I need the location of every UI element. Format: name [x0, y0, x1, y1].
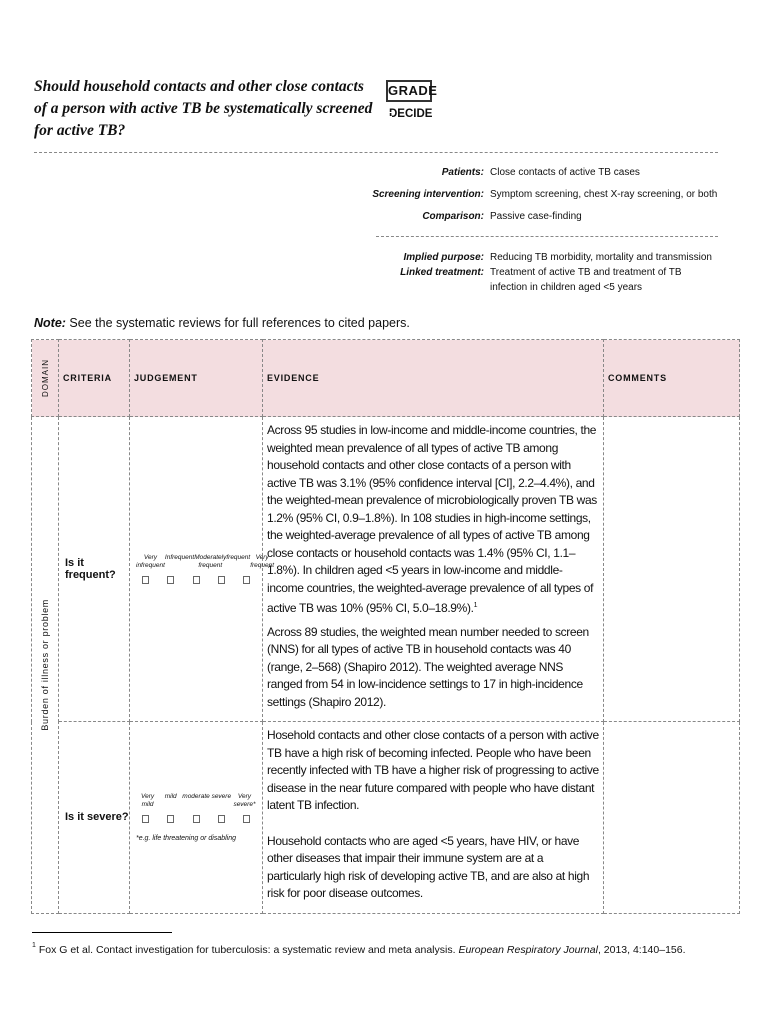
- meta-label-purpose: Implied purpose:: [403, 252, 484, 263]
- criterion-severe: Is it severe?: [59, 722, 130, 914]
- table-header-row: [32, 340, 740, 417]
- meta-label-treatment: Linked treatment:: [400, 267, 484, 278]
- judgement-severe: [130, 722, 263, 914]
- meta-value-purpose: Reducing TB morbidity, mortality and transmission: [490, 252, 712, 263]
- header-judgement: JUDGEMENT: [130, 340, 263, 417]
- judgement-options: [130, 554, 275, 570]
- option-label: Moderately frequent: [194, 554, 227, 569]
- evidence-paragraph: Household contacts who are aged <5 years, have HIV, or have other diseases that impair their immune system are at a particularly high risk of developing active TB, and are also at high risk for poor disease outcomes.: [267, 833, 590, 900]
- decide-logo: [386, 108, 432, 120]
- grade-logo-text: GRADE: [386, 80, 432, 102]
- note-text: See the systematic reviews for full references to cited papers.: [65, 316, 410, 330]
- option-label: mild: [164, 792, 177, 800]
- footnote-ref: 1: [473, 602, 478, 609]
- footnote-text: Fox G et al. Contact investigation for tuberculosis: a systematic review and meta analysis.: [38, 944, 459, 956]
- footnote: [32, 942, 686, 956]
- divider: [34, 152, 718, 153]
- checkbox-very-infrequent[interactable]: [142, 576, 149, 584]
- meta-label-intervention: Screening intervention:: [372, 189, 484, 200]
- note-label: Note:: [34, 316, 66, 330]
- divider: [376, 236, 718, 237]
- checkbox-severe[interactable]: [218, 815, 225, 823]
- evidence-severe: [263, 722, 604, 914]
- meta-value-patients: Close contacts of active TB cases: [490, 167, 640, 178]
- footnote-journal: European Respiratory Journal: [458, 944, 598, 956]
- checkbox-moderately-frequent[interactable]: [193, 576, 200, 584]
- criterion-frequent: Is it frequent?: [59, 417, 130, 722]
- checkbox-very-mild[interactable]: [142, 815, 149, 823]
- judgement-options: [130, 793, 262, 809]
- checkbox-frequent[interactable]: [218, 576, 225, 584]
- meta-value-intervention: Symptom screening, chest X-ray screening, or both: [490, 189, 718, 200]
- option-label: frequent: [226, 554, 251, 561]
- header-evidence: EVIDENCE: [263, 340, 604, 417]
- checkbox-very-frequent[interactable]: [243, 576, 250, 584]
- evidence-paragraph: Across 95 studies in low-income and middle-income countries, the weighted mean prevalence of all types of active TB among household contacts and other close contacts of a person with active TB was 3.1% (95% confidence interval [CI], 2.2–4.4%), and the weighted-mean prevalence of microbiologically proven TB was 1.2% (95% CI, 0.9–1.8%). In 108 studies in high-income settings, the weighted-average prevalence of all types of active TB among close contacts or household contacts was 1.4% (95% CI, 1.1–1.8%). In children aged <5 years in low-income and middle-income countries, the weighted-average prevalence of all types of active TB was 10% (95% CI, 5.0–18.9%).$^1$: [267, 423, 597, 615]
- severity-note: *e.g. life threatening or disabling: [136, 834, 237, 842]
- checkbox-moderate[interactable]: [193, 815, 200, 823]
- meta-label-patients: Patients:: [441, 167, 484, 178]
- option-label: severe: [211, 792, 232, 800]
- page-title: Should household contacts and other close contacts of a person with active TB be systematically screened for active TB?: [34, 78, 373, 139]
- option-label: moderate: [182, 792, 210, 800]
- footnote-tail: , 2013, 4:140–156.: [597, 944, 686, 956]
- evidence-paragraph: Across 89 studies, the weighted mean number needed to screen (NNS) for all types of active TB in household contacts was 40 (range, 2–568) (Shapiro 2012). The weighted average NNS ranged from 54 in low-incidence settings to 17 in high-incidence settings (Shapiro 2012).: [267, 624, 589, 709]
- meta-label-comparison: Comparison:: [422, 211, 484, 222]
- header-domain: DOMAIN: [32, 340, 59, 417]
- meta-value-comparison: Passive case-finding: [490, 211, 582, 222]
- judgement-frequent: [130, 417, 275, 722]
- judgement-checkboxes: [130, 809, 262, 823]
- grade-decide-logo: [386, 80, 438, 126]
- comments-severe[interactable]: [604, 722, 740, 914]
- checkbox-very-severe[interactable]: [243, 815, 250, 823]
- meta-value-treatment: Treatment of active TB and treatment of TB infection in children aged <5 years: [490, 267, 682, 293]
- judgement-checkboxes: [130, 570, 262, 584]
- table-row: [32, 417, 740, 722]
- evidence-paragraph: Hosehold contacts and other close contacts of a person with active TB have a high risk of becoming infected. People who have been recently infected with TB have a higher risk of progressing to active disease in the near future compared with people who have distant latent TB infection.: [267, 728, 599, 812]
- criteria-table: [31, 339, 740, 914]
- header-comments: COMMENTS: [604, 340, 740, 417]
- domain-cell: [32, 417, 59, 914]
- domain-label: Burden of illness or problem: [40, 598, 50, 731]
- note: [34, 316, 410, 330]
- option-label: Very severe*: [233, 792, 256, 808]
- comments-frequent[interactable]: [604, 417, 740, 722]
- evidence-frequent: [263, 417, 604, 722]
- option-label: Very frequent: [250, 554, 275, 569]
- table-row: [32, 722, 740, 914]
- option-label: Very mild: [141, 792, 155, 808]
- header-criteria: CRITERIA: [59, 340, 130, 417]
- footnote-number: 1: [32, 942, 36, 949]
- option-label: Very infrequent: [136, 554, 165, 569]
- footnote-divider: [32, 932, 172, 933]
- checkbox-mild[interactable]: [167, 815, 174, 823]
- decide-logo-text: DECIDE: [389, 108, 433, 120]
- checkbox-infrequent[interactable]: [167, 576, 174, 584]
- option-label: Infrequent: [164, 554, 195, 561]
